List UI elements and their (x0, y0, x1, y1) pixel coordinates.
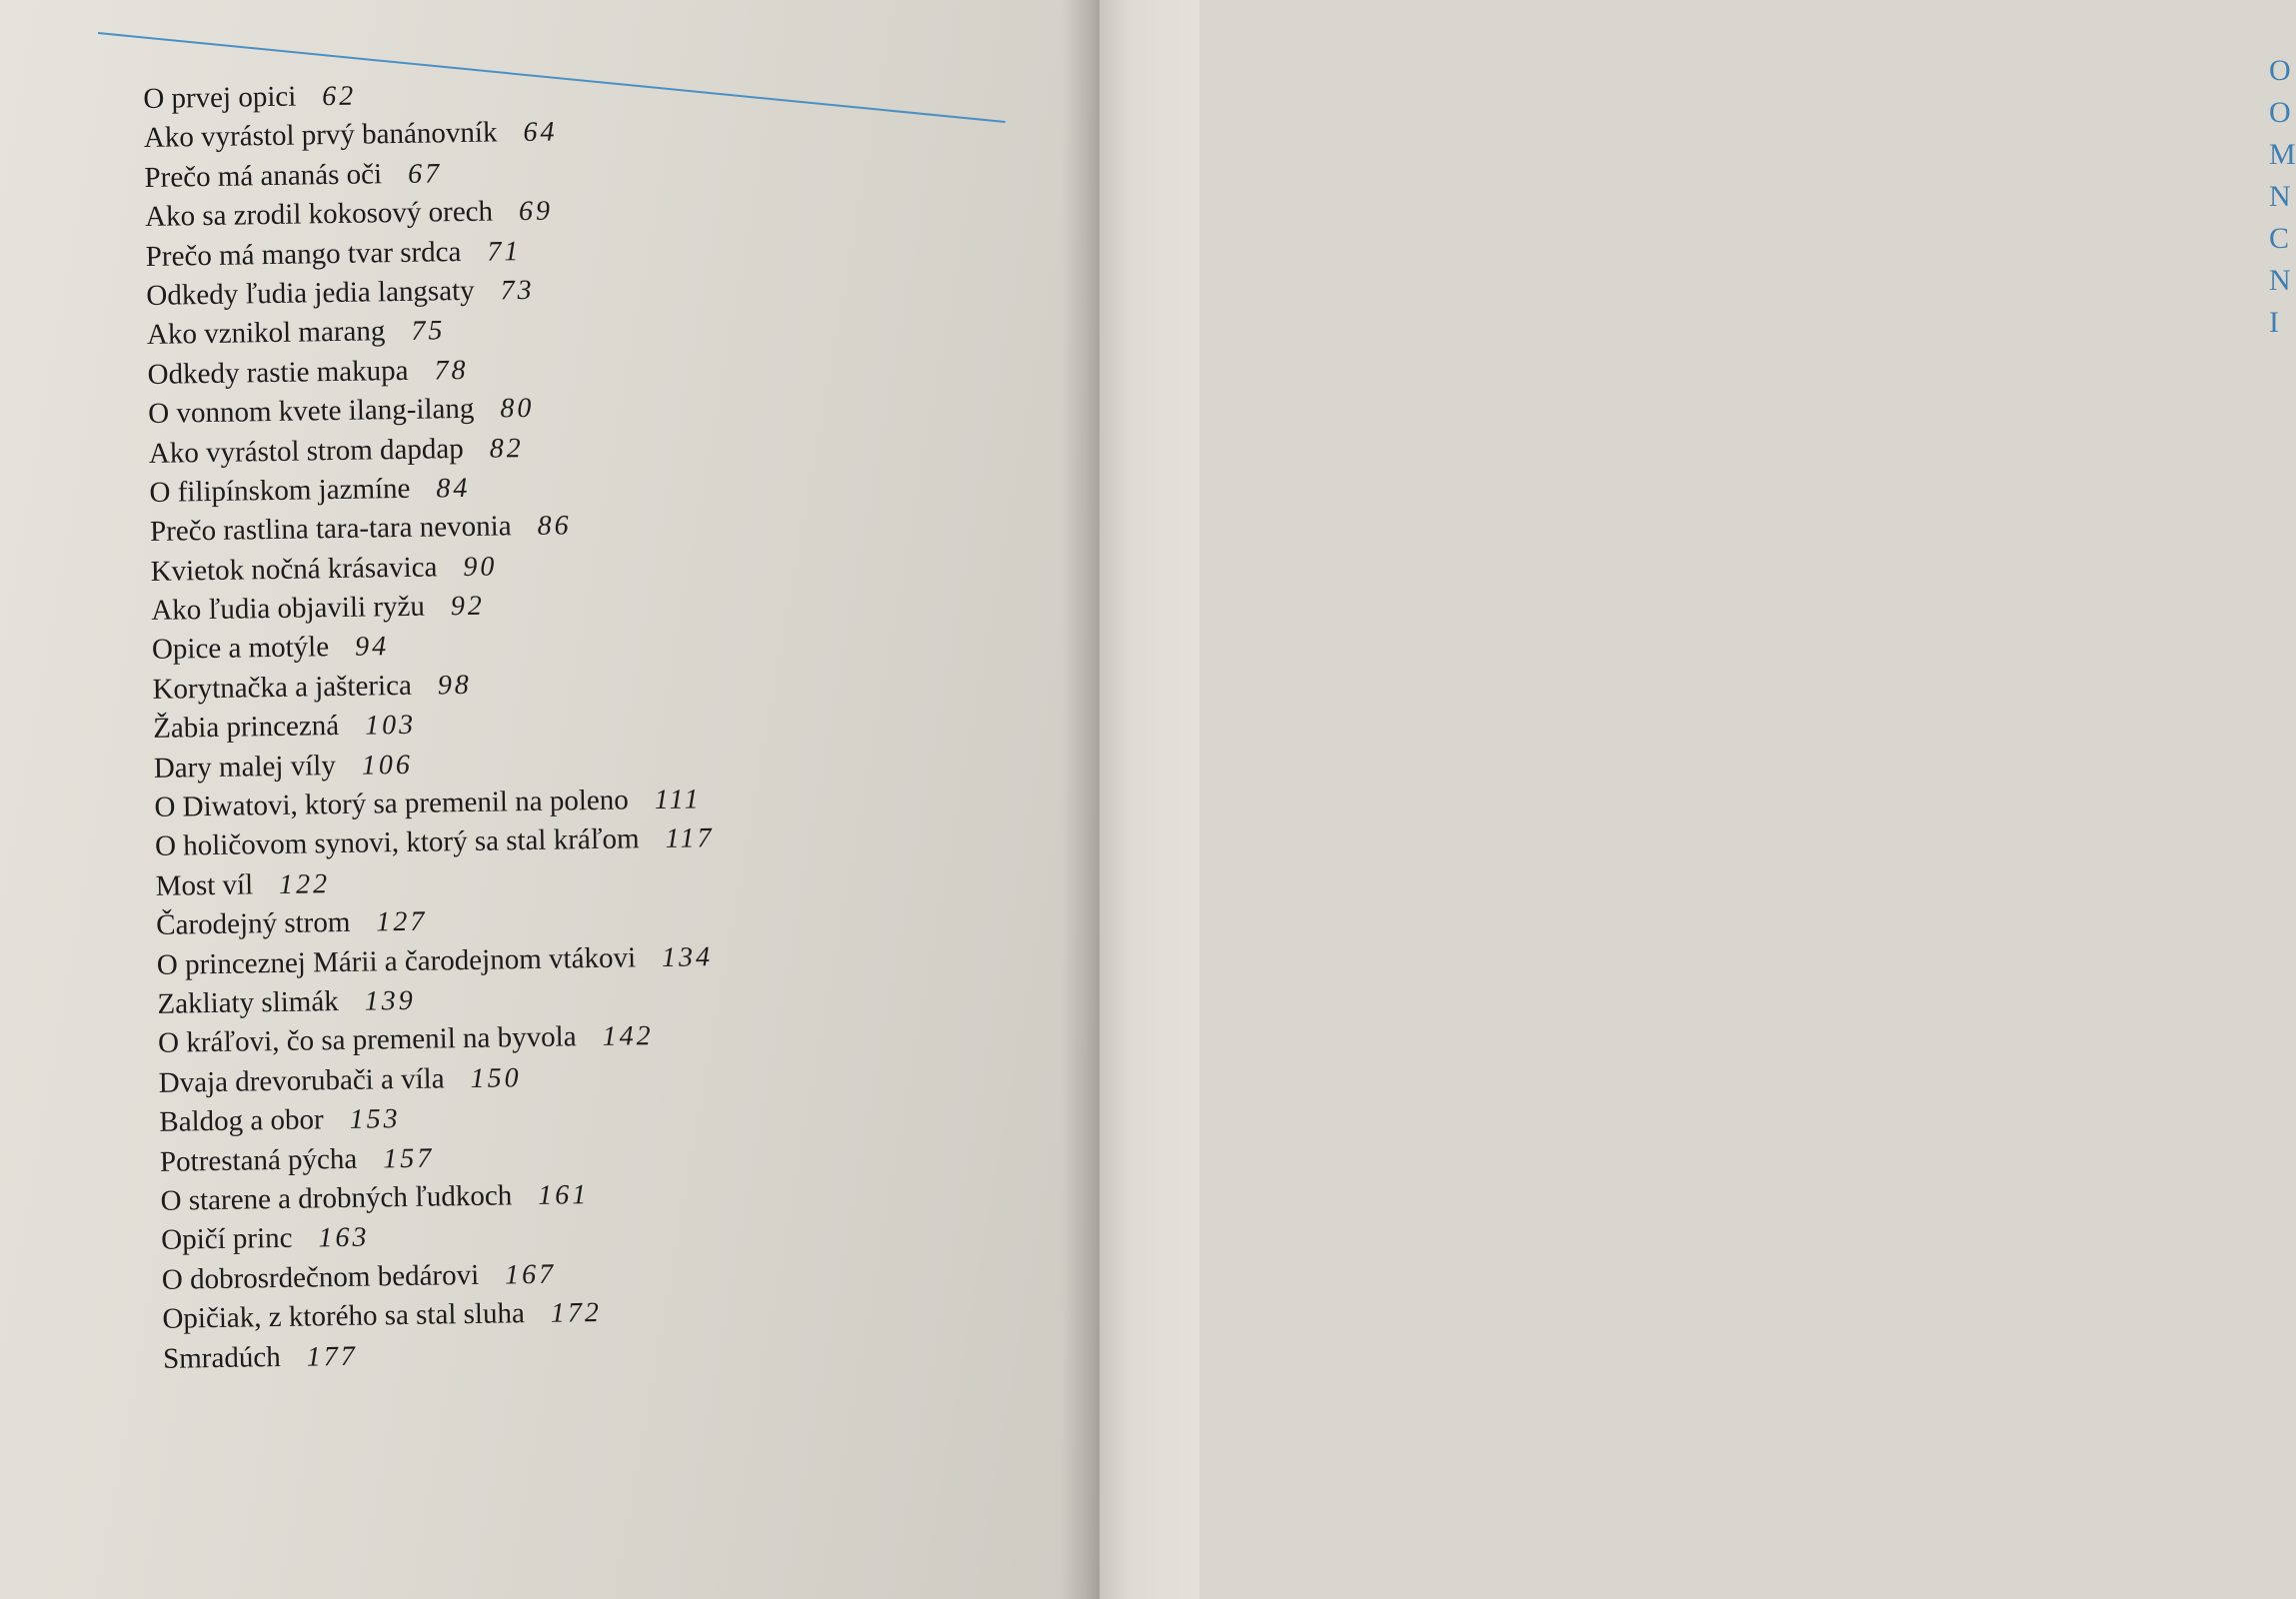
facing-page-letter: O (2269, 54, 2291, 87)
toc-entry-page-number: 94 (354, 631, 390, 664)
toc-entry-title: O starene a drobných ľudkoch (160, 1179, 513, 1217)
toc-entry-title: Prečo má ananás oči (144, 158, 383, 194)
facing-page-letter: N (2269, 180, 2291, 213)
toc-entry-page-number: 106 (361, 749, 414, 782)
toc-entry-title: Dary malej víly (153, 749, 337, 785)
toc-entry-title: Ako sa zrodil kokosový orech (144, 195, 494, 234)
toc-entry-page-number: 122 (278, 867, 331, 900)
toc-entry-page-number: 78 (434, 354, 469, 387)
toc-entry-title: O Diwatovi, ktorý sa premenil na poleno (154, 784, 630, 823)
facing-page-letter: O (2269, 96, 2291, 129)
toc-entry-title: O prvej opici (143, 80, 297, 115)
toc-entry-page-number: 92 (450, 590, 486, 623)
facing-page-letter: N (2269, 264, 2291, 297)
toc-entry-title: Baldog a obor (159, 1103, 324, 1139)
toc-entry-title: Potrestaná pýcha (159, 1142, 358, 1178)
toc-entry-page-number: 142 (602, 1020, 654, 1053)
toc-entry-page-number: 134 (661, 940, 714, 973)
toc-entry-page-number: 62 (322, 80, 357, 113)
toc-entry-title: Prečo má mango tvar srdca (145, 235, 462, 273)
toc-entry-page-number: 75 (411, 315, 446, 348)
toc-entry-title: O dobrosrdečnom bedárovi (161, 1258, 480, 1296)
toc-entry-page-number: 64 (523, 116, 558, 149)
toc-entry-title: Ako ľudia objavili ryžu (151, 590, 426, 628)
toc-entry-title: Smradúch (162, 1340, 281, 1375)
toc-entry-title: Odkedy ľudia jedia langsaty (146, 274, 475, 312)
facing-page-letter: M (2269, 138, 2296, 171)
toc-entry-title: Ako vznikol marang (146, 315, 386, 352)
toc-entry-page-number: 177 (306, 1340, 358, 1373)
toc-entry-title: Prečo rastlina tara-tara nevonia (149, 510, 512, 549)
toc-entry-page-number: 172 (550, 1297, 603, 1329)
toc-entry-page-number: 150 (470, 1061, 522, 1094)
toc-entry-title: Dvaja drevorubači a víla (158, 1062, 445, 1099)
toc-entry-page-number: 80 (500, 393, 535, 425)
facing-page-letter: C (2269, 222, 2290, 255)
toc-entry-page-number: 127 (376, 905, 428, 938)
facing-page-letters (2269, 50, 2296, 344)
toc-entry-page-number: 67 (407, 158, 443, 190)
toc-entry-title: Odkedy rastie makupa (147, 354, 409, 391)
toc-entry-page-number: 161 (537, 1179, 590, 1211)
toc-entry-title: Ako vyrástol strom dapdap (148, 432, 465, 470)
facing-page-letter: I (2269, 306, 2279, 339)
toc-entry-page-number: 84 (436, 472, 471, 505)
toc-entry-title: Čarodejný strom (156, 906, 351, 942)
toc-entry-title: O holičovom synovi, ktorý sa stal kráľom (154, 822, 640, 863)
toc-entry-page-number: 117 (665, 822, 715, 855)
toc-entry-page-number: 98 (437, 669, 473, 702)
toc-entry-page-number: 157 (383, 1142, 435, 1174)
spine-shadow (1062, 0, 1102, 1599)
toc-entry-title: Žabia princezná (152, 710, 340, 746)
toc-entry-title: Opičí princ (160, 1222, 293, 1257)
toc-entry-title: Korytnačka a jašterica (152, 669, 413, 706)
table-of-contents (143, 66, 1063, 1379)
facing-page (1100, 0, 2296, 1599)
toc-entry-title: Opice a motýle (151, 631, 330, 667)
toc-entry-page-number: 103 (364, 710, 417, 742)
toc-entry-page-number: 82 (489, 432, 524, 465)
toc-entry-page-number: 69 (518, 195, 554, 228)
toc-entry-page-number: 153 (349, 1103, 401, 1136)
toc-entry-page-number: 111 (654, 784, 702, 816)
toc-entry-page-number: 71 (487, 235, 522, 268)
toc-entry-title: Ako vyrástol prvý banánovník (143, 116, 498, 155)
toc-entry-page-number: 167 (504, 1258, 557, 1291)
toc-entry-title: O kráľovi, čo sa premenil na byvola (157, 1020, 577, 1060)
toc-entry-title: Zakliaty slimák (157, 985, 339, 1020)
toc-entry-title: O princeznej Márii a čarodejnom vtákovi (156, 940, 637, 981)
toc-entry-page-number: 73 (500, 274, 535, 307)
toc-entry-title: O vonnom kvete ilang-ilang (147, 392, 475, 431)
toc-entry-page-number: 86 (537, 510, 572, 543)
toc-entry-title: O filipínskom jazmíne (149, 472, 411, 509)
toc-entry-title: Kvietok nočná krásavica (150, 551, 438, 588)
toc-entry-title: Most víl (155, 868, 254, 902)
toc-entry-page-number: 139 (364, 984, 416, 1017)
toc-entry-title: Opičiak, z ktorého sa stal sluha (162, 1297, 526, 1335)
toc-entry-page-number: 90 (463, 551, 498, 583)
toc-entry-page-number: 163 (318, 1221, 370, 1254)
